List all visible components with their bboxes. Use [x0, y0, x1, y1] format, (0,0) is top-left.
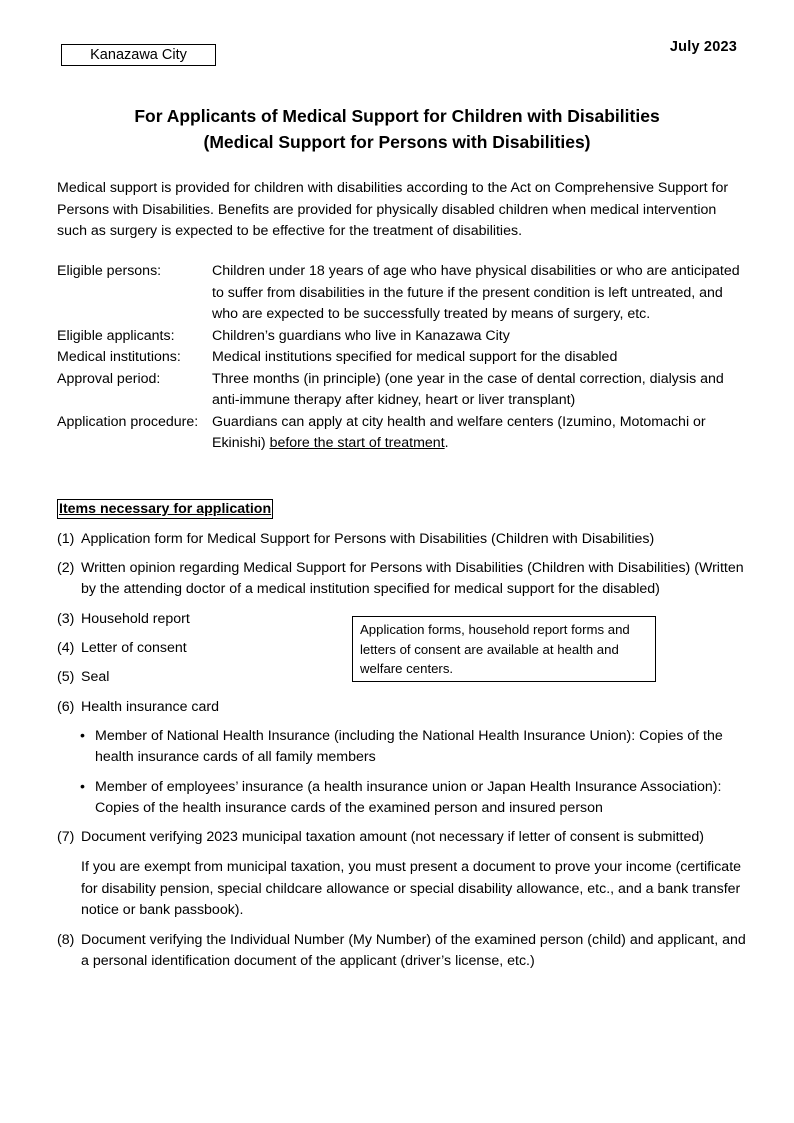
info-row-application-procedure — [57, 412, 747, 455]
item-text: Seal — [81, 669, 110, 685]
bullet-item-national-insurance — [80, 726, 740, 768]
info-value: Children’s guardians who live in Kanazawa City — [212, 327, 510, 344]
items-heading: Items necessary for application — [59, 501, 272, 517]
info-label: Medical institutions: — [57, 349, 181, 365]
list-item-8 — [57, 930, 757, 972]
item-text: Written opinion regarding Medical Support for Persons with Disabilities (Children with Disabilities) (Written by the attending doctor of a medical institution specified for medical support for the disabled) — [81, 560, 744, 597]
item-text: Document verifying the Individual Number (My Number) of the examined person (child) and applicant, and a personal identification document of the applicant (driver’s license, etc.) — [81, 932, 746, 969]
item-text: Letter of consent — [81, 640, 187, 656]
item-number: (1) — [57, 531, 75, 547]
info-value: Three months (in principle) (one year in the case of dental correction, dialysis and anti-immune therapy after kidney, heart or liver transplant) — [212, 370, 724, 408]
bullet-icon: • — [80, 779, 85, 795]
info-value: Medical institutions specified for medical support for the disabled — [212, 349, 618, 365]
item-text: Health insurance card — [81, 699, 220, 715]
item-7-note: If you are exempt from municipal taxation, you must present a document to prove your income (certificate for disability pension, special childcare allowance or special disability allowance, etc., and a bank transfer notice or bank passbook). — [81, 859, 742, 918]
item-text: Application form for Medical Support for Persons with Disabilities (Children with Disabilities) — [81, 531, 655, 547]
info-row-approval-period — [57, 369, 747, 412]
item-text: Document verifying 2023 municipal taxation amount (not necessary if letter of consent is submitted) — [81, 829, 704, 845]
document-date: July 2023 — [669, 39, 737, 55]
info-row-eligible-persons — [57, 261, 747, 326]
item-number: (5) — [57, 669, 75, 685]
procedure-text-end: . — [444, 435, 449, 451]
info-row-medical-institutions — [57, 347, 747, 369]
procedure-text: Guardians can apply at city health and welfare centers (Izumino, Motomachi or Ekinishi) — [212, 413, 706, 451]
info-table — [57, 261, 747, 455]
item-number: (2) — [57, 560, 75, 576]
item-number: (8) — [57, 932, 75, 948]
bullet-text: Member of National Health Insurance (including the National Health Insurance Union): Copies of the health insurance cards of all family members — [95, 728, 723, 765]
bullet-text: Member of employees’ insurance (a health insurance union or Japan Health Insurance Association): Copies of the health insurance cards of the examined person and insured person — [95, 779, 722, 816]
city-label-box: Kanazawa City — [61, 44, 216, 66]
list-item-1 — [57, 529, 757, 550]
item-number: (3) — [57, 611, 75, 627]
item-number: (6) — [57, 699, 75, 715]
intro-paragraph: Medical support is provided for children with disabilities according to the Act on Comprehensive Support for Persons with Disabilities. Benefits are provided for physically disabled children when medical intervention such as surgery is expected to be effective for the treatment of disabilities. — [57, 180, 729, 239]
item-number: (7) — [57, 829, 75, 845]
list-item-7 — [57, 827, 757, 848]
info-label: Application procedure: — [57, 413, 199, 430]
forms-availability-note: Application forms, household report forms and letters of consent are available at health and welfare centers. — [352, 616, 656, 682]
info-value: Children under 18 years of age who have physical disabilities or who are anticipated to suffer from disabilities in the future if the present condition is left untreated, and who are expected to be successfully treated by means of surgery, etc. — [212, 263, 740, 322]
bullet-icon: • — [80, 728, 85, 744]
item-text: Household report — [81, 611, 190, 627]
title-line-2: (Medical Support for Persons with Disabilities) — [203, 132, 591, 152]
info-value — [212, 412, 747, 455]
list-item-6 — [57, 697, 757, 718]
bullet-item-employees-insurance — [80, 777, 740, 819]
item-number: (4) — [57, 640, 75, 656]
info-label: Eligible persons: — [57, 263, 162, 279]
procedure-underlined-text: before the start of treatment — [269, 435, 445, 451]
title-line-1: For Applicants of Medical Support for Children with Disabilities — [134, 106, 660, 126]
list-item-2 — [57, 558, 757, 600]
info-row-eligible-applicants — [57, 326, 747, 348]
info-label: Approval period: — [57, 370, 161, 387]
info-label: Eligible applicants: — [57, 327, 175, 344]
